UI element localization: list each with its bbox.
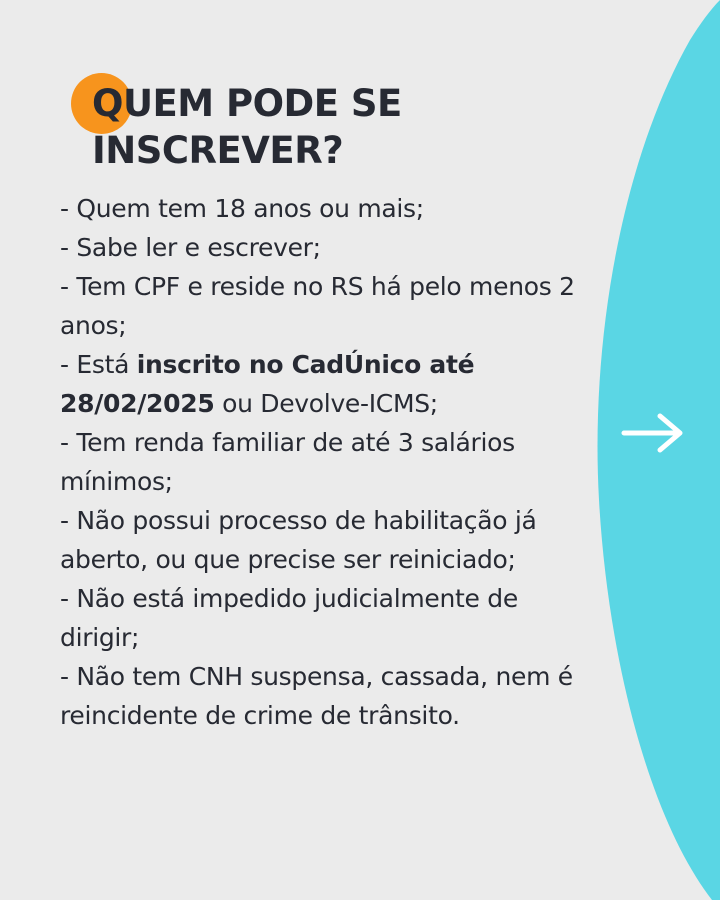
requirement-prefix: - Está (60, 350, 137, 379)
requirement-item: - Não está impedido judicialmente de dirigir; (60, 584, 518, 652)
requirements-list (60, 189, 580, 735)
page-title (92, 80, 512, 174)
title-line-2: INSCREVER? (92, 129, 344, 172)
requirement-suffix: ou Devolve-ICMS; (214, 389, 438, 418)
requirement-item: - Tem renda familiar de até 3 salários mínimos; (60, 428, 515, 496)
requirement-bold-text: inscrito no CadÚnico até 28/02/2025 (60, 350, 475, 418)
requirement-item: - Não possui processo de habilitação já aberto, ou que precise ser reiniciado; (60, 506, 537, 574)
title-line-1: QUEM PODE SE (92, 82, 402, 125)
requirement-item: - Tem CPF e reside no RS há pelo menos 2 anos; (60, 272, 575, 340)
requirement-item: - Sabe ler e escrever; (60, 233, 321, 262)
requirement-item: - Quem tem 18 anos ou mais; (60, 194, 424, 223)
requirement-item: - Não tem CNH suspensa, cassada, nem é reincidente de crime de trânsito. (60, 662, 573, 730)
requirement-item (60, 345, 580, 423)
arrow-right-icon[interactable] (618, 408, 688, 458)
